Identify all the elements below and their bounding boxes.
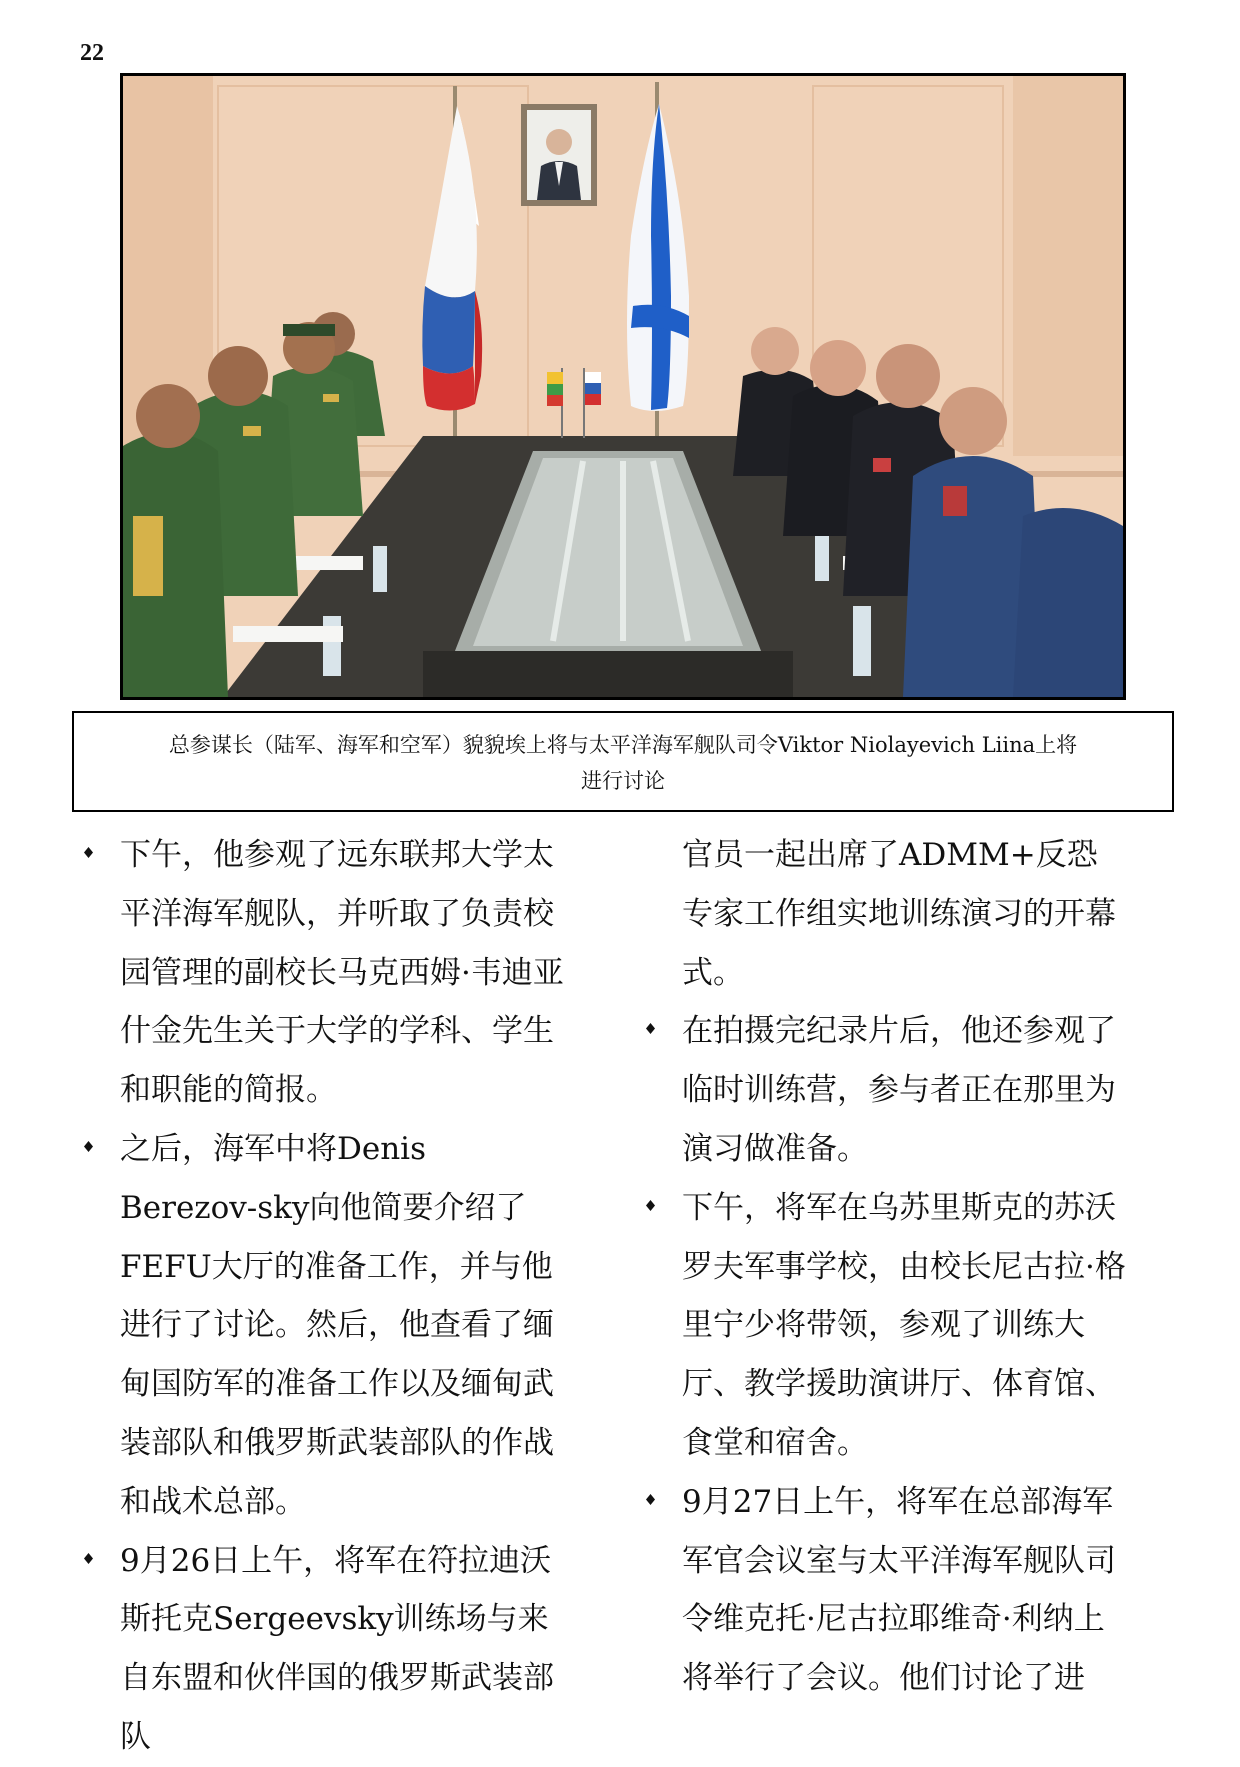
continued-text: 官员一起出席了ADMM+反恐专家工作组实地训练演习的开幕式。 <box>682 837 1116 991</box>
meeting-photo-illustration <box>123 76 1123 697</box>
list-item <box>638 1473 1128 1708</box>
list-item-text: 下午，他参观了远东联邦大学太平洋海军舰队，并听取了负责校园管理的副校长马克西姆·韦迪亚什金先生关于大学的学科、学生和职能的简报。 <box>120 837 564 1109</box>
list-item <box>76 826 566 1120</box>
diamond-bullet-icon <box>646 1023 655 1034</box>
diamond-bullet-icon <box>84 1553 93 1564</box>
left-column <box>76 826 566 1767</box>
list-item <box>638 1002 1128 1178</box>
right-column <box>638 826 1128 1708</box>
list-item <box>76 1120 566 1532</box>
photo-caption <box>72 711 1174 812</box>
list-item-text: 之后，海军中将Denis Berezov-sky向他简要介绍了FEFU大厅的准备工作，并与他进行了讨论。然后，他查看了缅甸国防军的准备工作以及缅甸武装部队和俄罗斯武装部队的作战和战术总部。 <box>120 1130 554 1520</box>
list-item <box>638 1179 1128 1473</box>
diamond-bullet-icon <box>646 1200 655 1211</box>
caption-line-2: 进行讨论 <box>581 769 665 793</box>
portrait-frame <box>521 104 597 206</box>
diamond-bullet-icon <box>84 847 93 858</box>
diamond-bullet-icon <box>646 1494 655 1505</box>
list-item-text: 在拍摄完纪录片后，他还参观了临时训练营，参与者正在那里为演习做准备。 <box>682 1013 1116 1167</box>
list-item-text: 9月27日上午，将军在总部海军军官会议室与太平洋海军舰队司令维克托·尼古拉耶维奇·利纳上将举行了会议。他们讨论了进 <box>682 1483 1116 1697</box>
diamond-bullet-icon <box>84 1141 93 1152</box>
meeting-photo <box>120 73 1126 700</box>
list-item-text: 9月26日上午，将军在符拉迪沃斯托克Sergeevsky训练场与来自东盟和伙伴国的俄罗斯武装部队 <box>120 1542 554 1755</box>
list-item <box>76 1532 566 1767</box>
list-item-text: 下午，将军在乌苏里斯克的苏沃罗夫军事学校，由校长尼古拉·格里宁少将带领，参观了训练大厅、教学援助演讲厅、体育馆、食堂和宿舍。 <box>682 1189 1126 1461</box>
caption-line-1: 总参谋长（陆军、海军和空军）貌貌埃上将与太平洋海军舰队司令Viktor Niolayevich Liina上将 <box>168 733 1078 757</box>
page-number: 22 <box>80 40 104 66</box>
